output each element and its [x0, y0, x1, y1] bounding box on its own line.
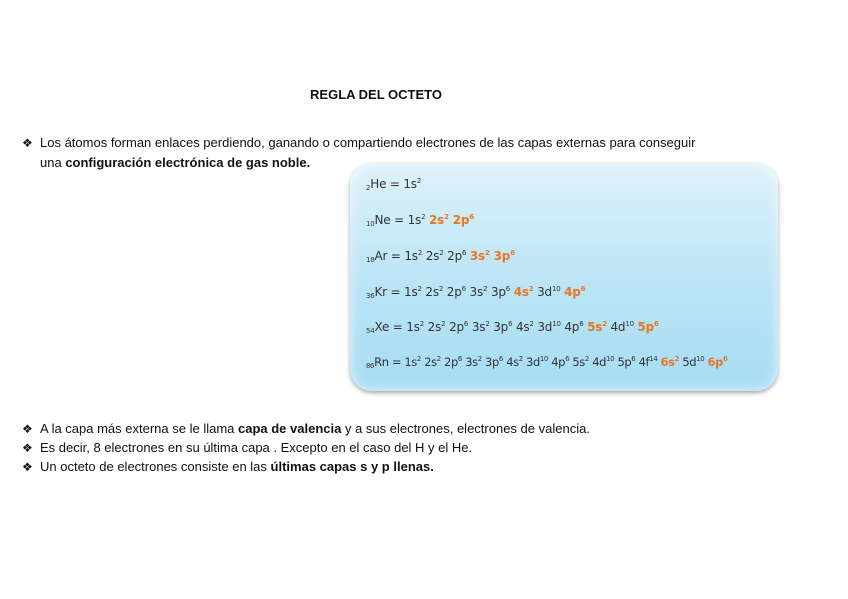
config-helium: $_2He = 1s^2$ — [366, 177, 422, 192]
config-radon: $_{86}Rn = 1s^2$ $2s^2$ $2p^6$ $3s^2$ $3p^6$ $4s^2$ $3d^{10}$ $4p^6$ $5s^2$ $4d^{10}$ $5p^6$ $4f^{14}$ $6s^2$ $5d^{10}$ $6p^6$ — [366, 355, 728, 370]
config-neon: $_{10}Ne = 1s^2$ $2s^2$ $2p^6$ — [366, 213, 474, 228]
bullet-octet-sp — [22, 457, 434, 477]
bullet-text: Los átomos forman enlaces perdiendo, ganando o compartiendo electrones de las capas externas para conseguir — [40, 135, 696, 150]
diamond-bullet-icon: ❖ — [22, 441, 33, 455]
page-title: REGLA DEL OCTETO — [310, 87, 442, 102]
diamond-bullet-icon: ❖ — [22, 136, 33, 150]
bullet-text: y a sus electrones, electrones de valencia. — [341, 421, 590, 436]
bullet-bold-text: últimas capas s y p llenas. — [270, 459, 434, 474]
config-krypton: $_{36}Kr = 1s^2$ $2s^2$ $2p^6$ $3s^2$ $3p^6$ $4s^2$ $3d^{10}$ $4p^6$ — [366, 285, 586, 300]
bullet-valence-shell — [22, 419, 590, 439]
bullet-text: una — [40, 155, 66, 170]
bullet-text: Es decir, 8 electrones en su última capa . Excepto en el caso del H y el He. — [40, 440, 473, 455]
bullet-text: A la capa más externa se le llama — [40, 421, 238, 436]
diamond-bullet-icon: ❖ — [22, 422, 33, 436]
bullet-text: Un octeto de electrones consiste en las — [40, 459, 271, 474]
config-argon: $_{18}Ar = 1s^2$ $2s^2$ $2p^6$ $3s^2$ $3p^6$ — [366, 249, 515, 264]
electron-config-box — [350, 163, 778, 391]
bullet-bold-text: capa de valencia — [238, 421, 342, 436]
bullet-eight-electrons — [22, 438, 472, 458]
bullet-bold-text: configuración electrónica de gas noble. — [65, 155, 311, 170]
diamond-bullet-icon: ❖ — [22, 460, 33, 474]
config-xenon: $_{54}Xe = 1s^2$ $2s^2$ $2p^6$ $3s^2$ $3p^6$ $4s^2$ $3d^{10}$ $4p^6$ $5s^2$ $4d^{10}$ $5p^6$ — [366, 320, 659, 335]
